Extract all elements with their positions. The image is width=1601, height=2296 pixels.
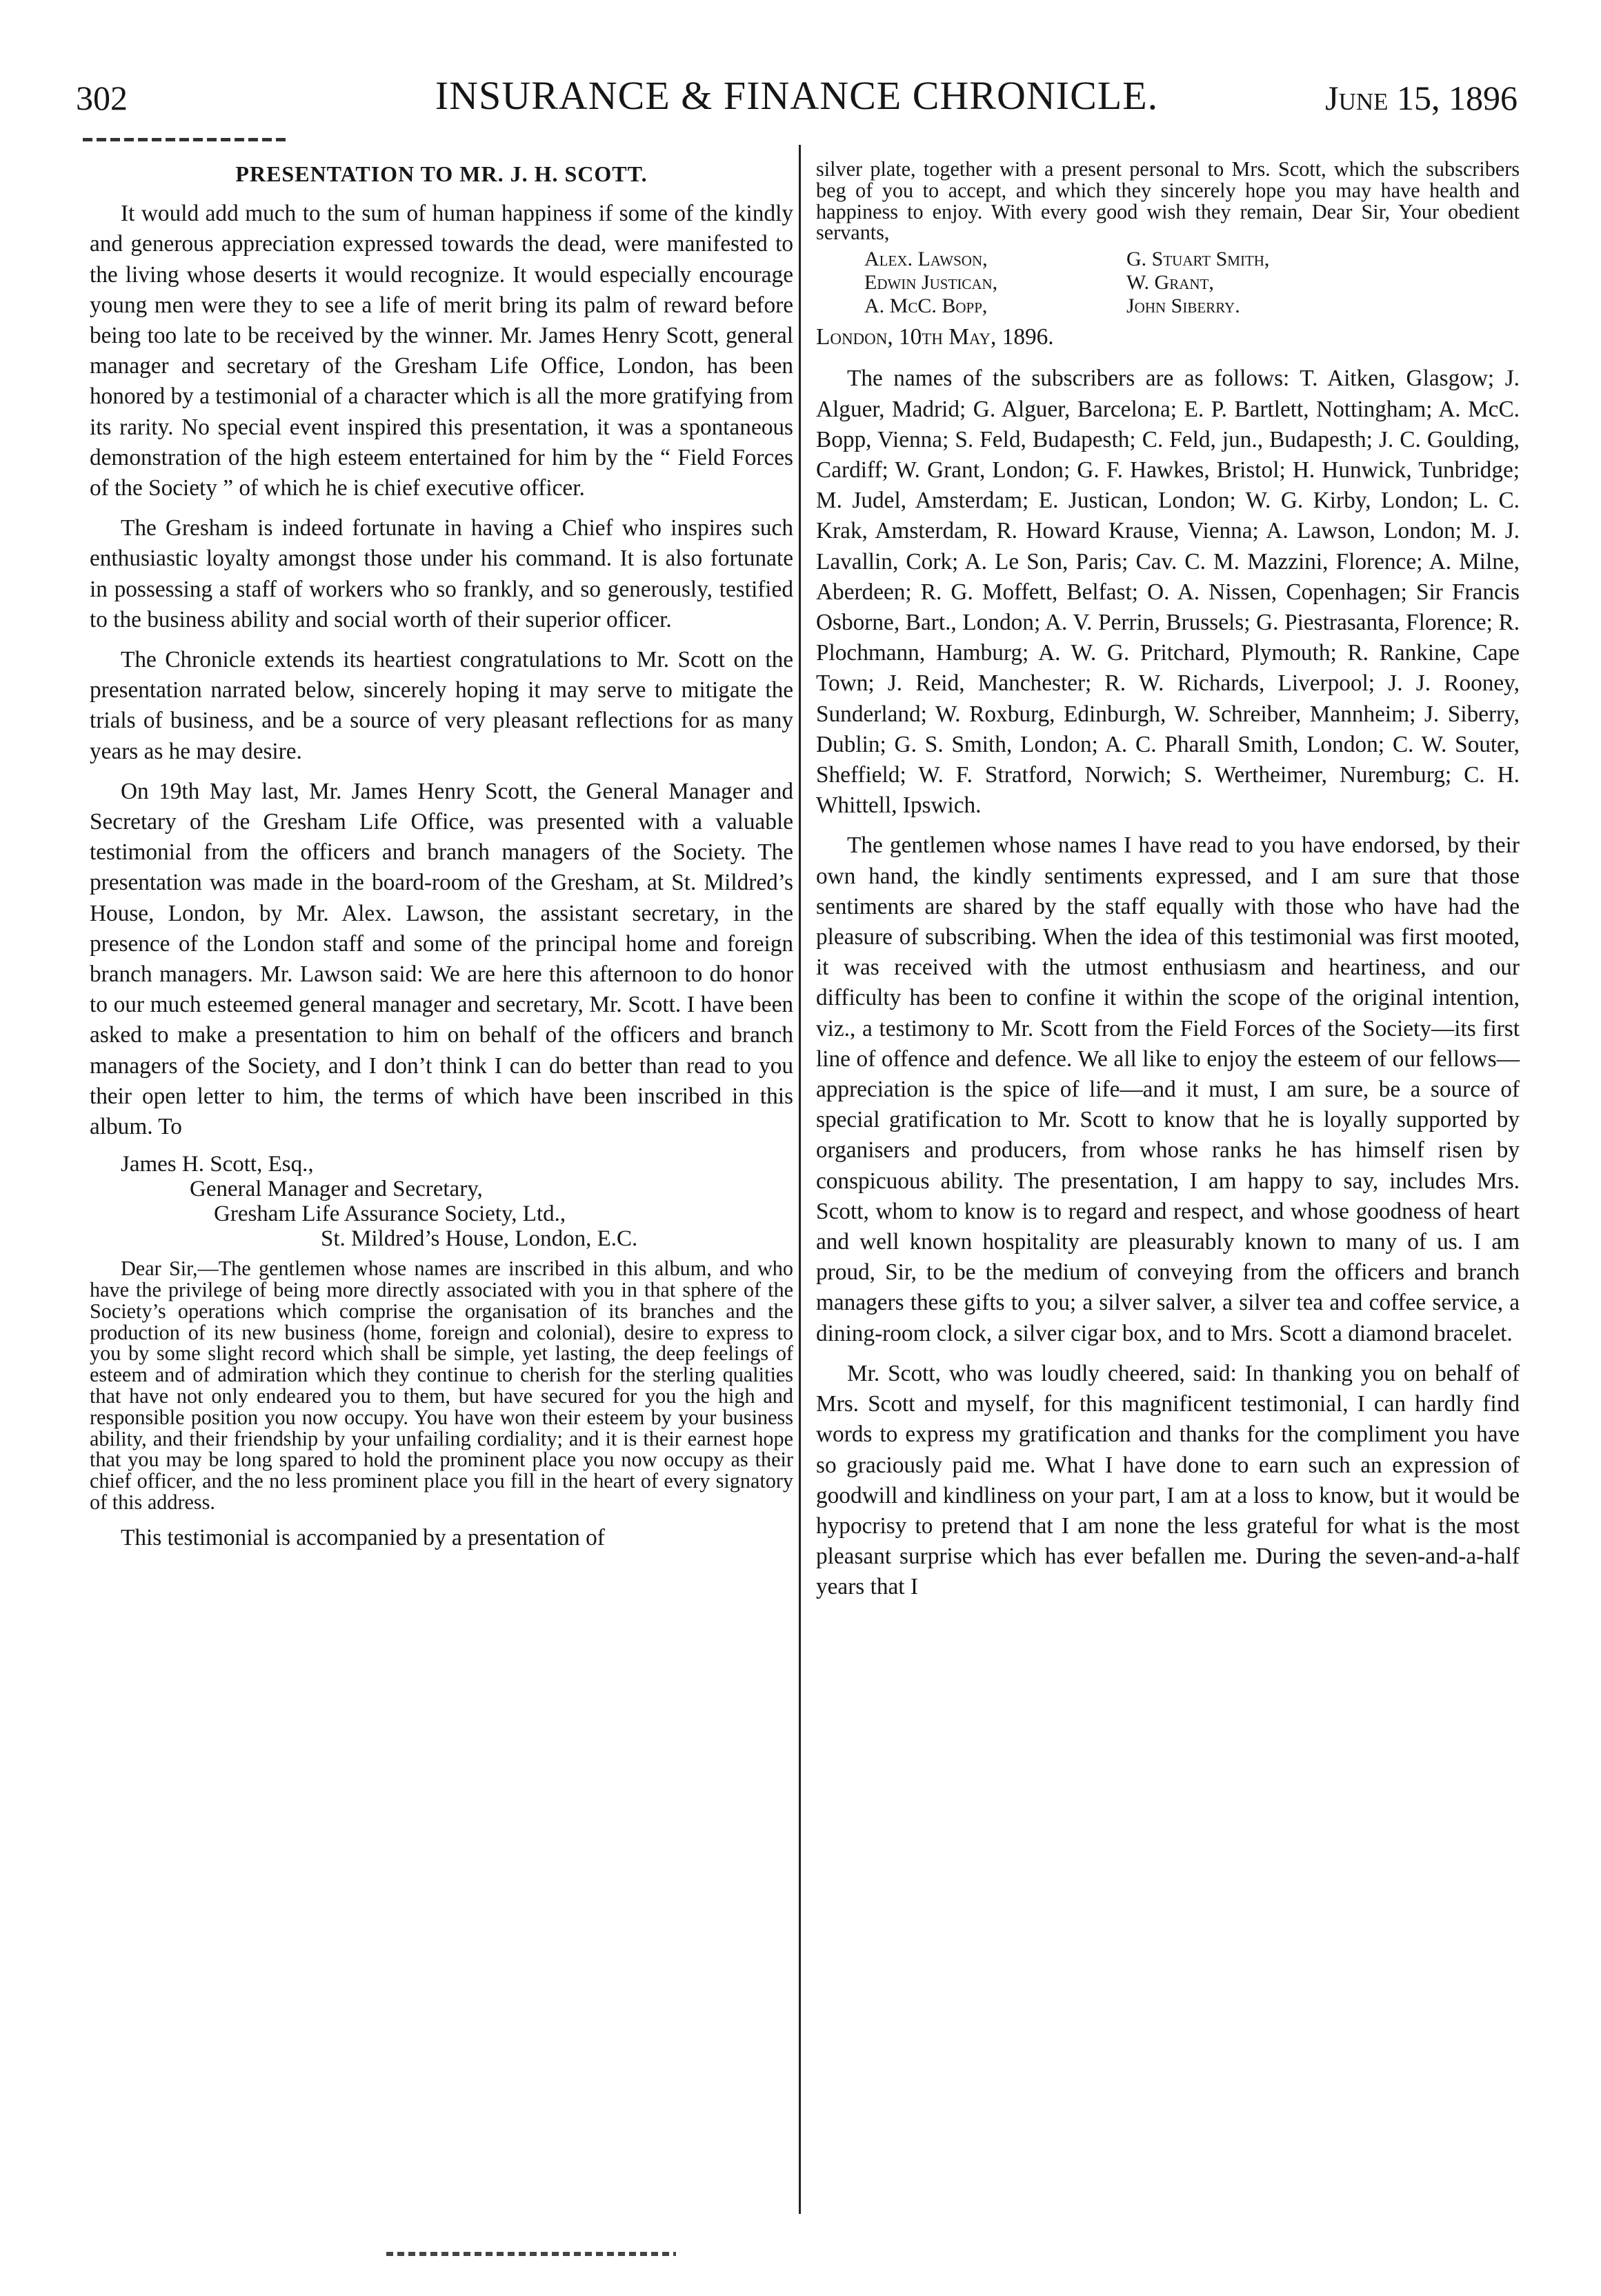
right-column — [816, 159, 1520, 1613]
signatory-row — [816, 295, 1520, 318]
paragraph: On 19th May last, Mr. James Henry Scott, the General Manager and Secretary of the Gresham Life Office, was presented with a valuable testimonial from the officers and branch managers of the Society. The presentation was made in the board-room of the Gresham, at St. Mildred’s House, London, by Mr. Alex. Lawson, the assistant secretary, in the presence of the London staff and some of the principal home and foreign branch managers. Mr. Lawson said: We are here this afternoon to do honor to our much esteemed general manager and secretary, Mr. Scott. I have been asked to make a presentation to him on behalf of the officers and branch managers of the Society, and I don’t think I can do better than read to you their open letter to him, the terms of which have been inscribed in this album. To — [90, 778, 793, 1140]
page-number: 302 — [76, 79, 128, 117]
paragraph: It would add much to the sum of human happiness if some of the kindly and generous appreciation expressed towards the dead, were manifested to the living whose deserts it would recognize. It would especially encourage young men were they to see a life of merit bring its palm of reward before being too late to be received by the winner. Mr. James Henry Scott, general manager and secretary of the Gresham Life Office, London, has been honored by a testimonial of a character which is all the more gratifying from its rarity. No special event inspired this presentation, it was a spontaneous demonstration of the high esteem entertained for him by the “ Field Forces of the Society ” of which he is chief executive officer. — [90, 201, 793, 501]
signatory-row — [816, 271, 1520, 295]
address-line: James H. Scott, Esq., — [121, 1152, 314, 1177]
signatory: A. McC. Bopp, — [864, 295, 988, 318]
open-letter: Dear Sir,—The gentlemen whose names are inscribed in this album, and who have the privilege of being more directly associated with you in that sphere of the Society’s operations which comprise the organisation of its branches and the production of its new business (home, foreign and colonial), desire to express to you by some slight record which shall be simple, yet lasting, the deep feelings of esteem and of admiration which they continue to cherish for the sterling qualities that have not only endeared you to them, but have secured for you the high and responsible position you now occupy. You have won their esteem by your business ability, and their friendship by your unfailing cordiality; and it is their earnest hope that you may be long spared to hold the prominent place you now occupy as their chief officer, and the no less prominent place you fill in the heart of every signatory of this address. — [90, 1257, 793, 1515]
footer-ornament — [386, 2252, 676, 2256]
signatory-row — [816, 248, 1520, 271]
subscriber-list: The names of the subscribers are as follows: T. Aitken, Glasgow; J. Alguer, Madrid; G. Alguer, Barcelona; E. P. Bartlett, Nottingham; A. McC. Bopp, Vienna; S. Feld, Budapesth; C. Feld, jun., Budapesth; J. C. Goulding, Cardiff; W. Grant, London; G. F. Hawkes, Bristol; H. Hunwick, Tunbridge; M. Judel, Amsterdam; E. Justican, London; W. G. Kirby, London; L. C. Krak, Amsterdam, R. Howard Krause, Vienna; A. Lawson, London; M. J. Lavallin, Cork; A. Le Son, Paris; Cav. C. M. Mazzini, Florence; A. Milne, Aberdeen; R. G. Moffett, Belfast; O. A. Nissen, Copenhagen; Sir Francis Osborne, Bart., London; A. V. Perrin, Brussels; G. Piestrasanta, Florence; R. Plochmann, Hamburg; A. W. G. Pritchard, Plymouth; R. Rankine, Cape Town; J. Reid, Manchester; R. W. Richards, Liverpool; J. J. Rooney, Sunderland; W. Roxburg, Edinburgh, W. Schreiber, Mannheim; J. Siberry, Dublin; G. S. Smith, London; A. C. Pharall Smith, London; C. W. Souter, Sheffield; W. F. Stratford, Norwich; S. Wertheimer, Nuremburg; C. H. Whittell, Ipswich. — [816, 366, 1520, 819]
header-rule — [83, 138, 290, 141]
left-column — [90, 159, 793, 1563]
open-letter-continued: silver plate, together with a present personal to Mrs. Scott, which the subscribers beg of you to accept, and which they sincerely hope you may have health and happiness to enjoy. With every good wish they remain, Dear Sir, Your obedient servants, — [816, 157, 1520, 245]
column-divider — [799, 145, 801, 2214]
journal-title: INSURANCE & FINANCE CHRONICLE. — [435, 73, 1159, 118]
signatory: John Siberry. — [1126, 295, 1240, 318]
address-line: St. Mildred’s House, London, E.C. — [321, 1226, 638, 1252]
paragraph: Mr. Scott, who was loudly cheered, said: In thanking you on behalf of Mrs. Scott and myself, for this magnificent testimonial, I can hardly find words to express my gratification and thanks for the compliment you have so graciously paid me. What I have done to earn such an expression of goodwill and kindliness on your part, I am at a loss to know, but it would be hypocrisy to pretend that I am none the less grateful for what is the most pleasant surprise which has ever befallen me. During the seven-and-a-half years that I — [816, 1360, 1520, 1600]
signatories — [816, 248, 1520, 318]
paragraph: This testimonial is accompanied by a presentation of — [121, 1524, 605, 1550]
issue-date: June 15, 1896 — [1325, 79, 1518, 117]
address-line: General Manager and Secretary, — [190, 1177, 483, 1202]
paragraph: The Chronicle extends its heartiest congratulations to Mr. Scott on the presentation narrated below, sincerely hoping it may serve to mitigate the trials of business, and be a source of very pleasant reflections for as many years as he may desire. — [90, 647, 793, 764]
paragraph: The Gresham is indeed fortunate in having a Chief who inspires such enthusiastic loyalty amongst those under his command. It is also fortunate in possessing a staff of workers who so frankly, and so generously, testified to the business ability and social worth of their superior officer. — [90, 515, 793, 632]
signatory: Edwin Justican, — [864, 271, 998, 295]
signatory: Alex. Lawson, — [864, 248, 988, 271]
signatory: G. Stuart Smith, — [1126, 248, 1270, 271]
page-header — [76, 72, 1518, 134]
article-title: PRESENTATION TO MR. J. H. SCOTT. — [235, 161, 648, 186]
signatory: W. Grant, — [1126, 271, 1214, 295]
address-line: Gresham Life Assurance Society, Ltd., — [214, 1201, 566, 1227]
paragraph: The gentlemen whose names I have read to you have endorsed, by their own hand, the kindly sentiments expressed, and I am sure that those sentiments are shared by the staff equally with those who have had the pleasure of subscribing. When the idea of this testimonial was first mooted, it was received with the utmost enthusiasm and heartiness, and our difficulty has been to confine it within the scope of the original intention, viz., a testimony to Mr. Scott from the Field Forces of the Society—its first line of offence and defence. We all like to enjoy the esteem of our fellows—appreciation is the spice of life—and it must, I am sure, be a source of special gratification to Mr. Scott to know that he is loyally supported by organisers and producers, from whose ranks he has himself risen by conspicuous ability. The presentation, I am happy to say, includes Mrs. Scott, whom to know is to regard and respect, and whose goodness of heart and well known hospitality are pleasurably known to many of us. I am proud, Sir, to be the medium of conveying from the officers and branch managers these gifts to you; a silver salver, a silver tea and coffee service, a dining-room clock, a silver cigar box, and to Mrs. Scott a diamond bracelet. — [816, 832, 1520, 1346]
dateline: London, 10th May, 1896. — [816, 324, 1054, 350]
letter-address — [90, 1152, 793, 1251]
